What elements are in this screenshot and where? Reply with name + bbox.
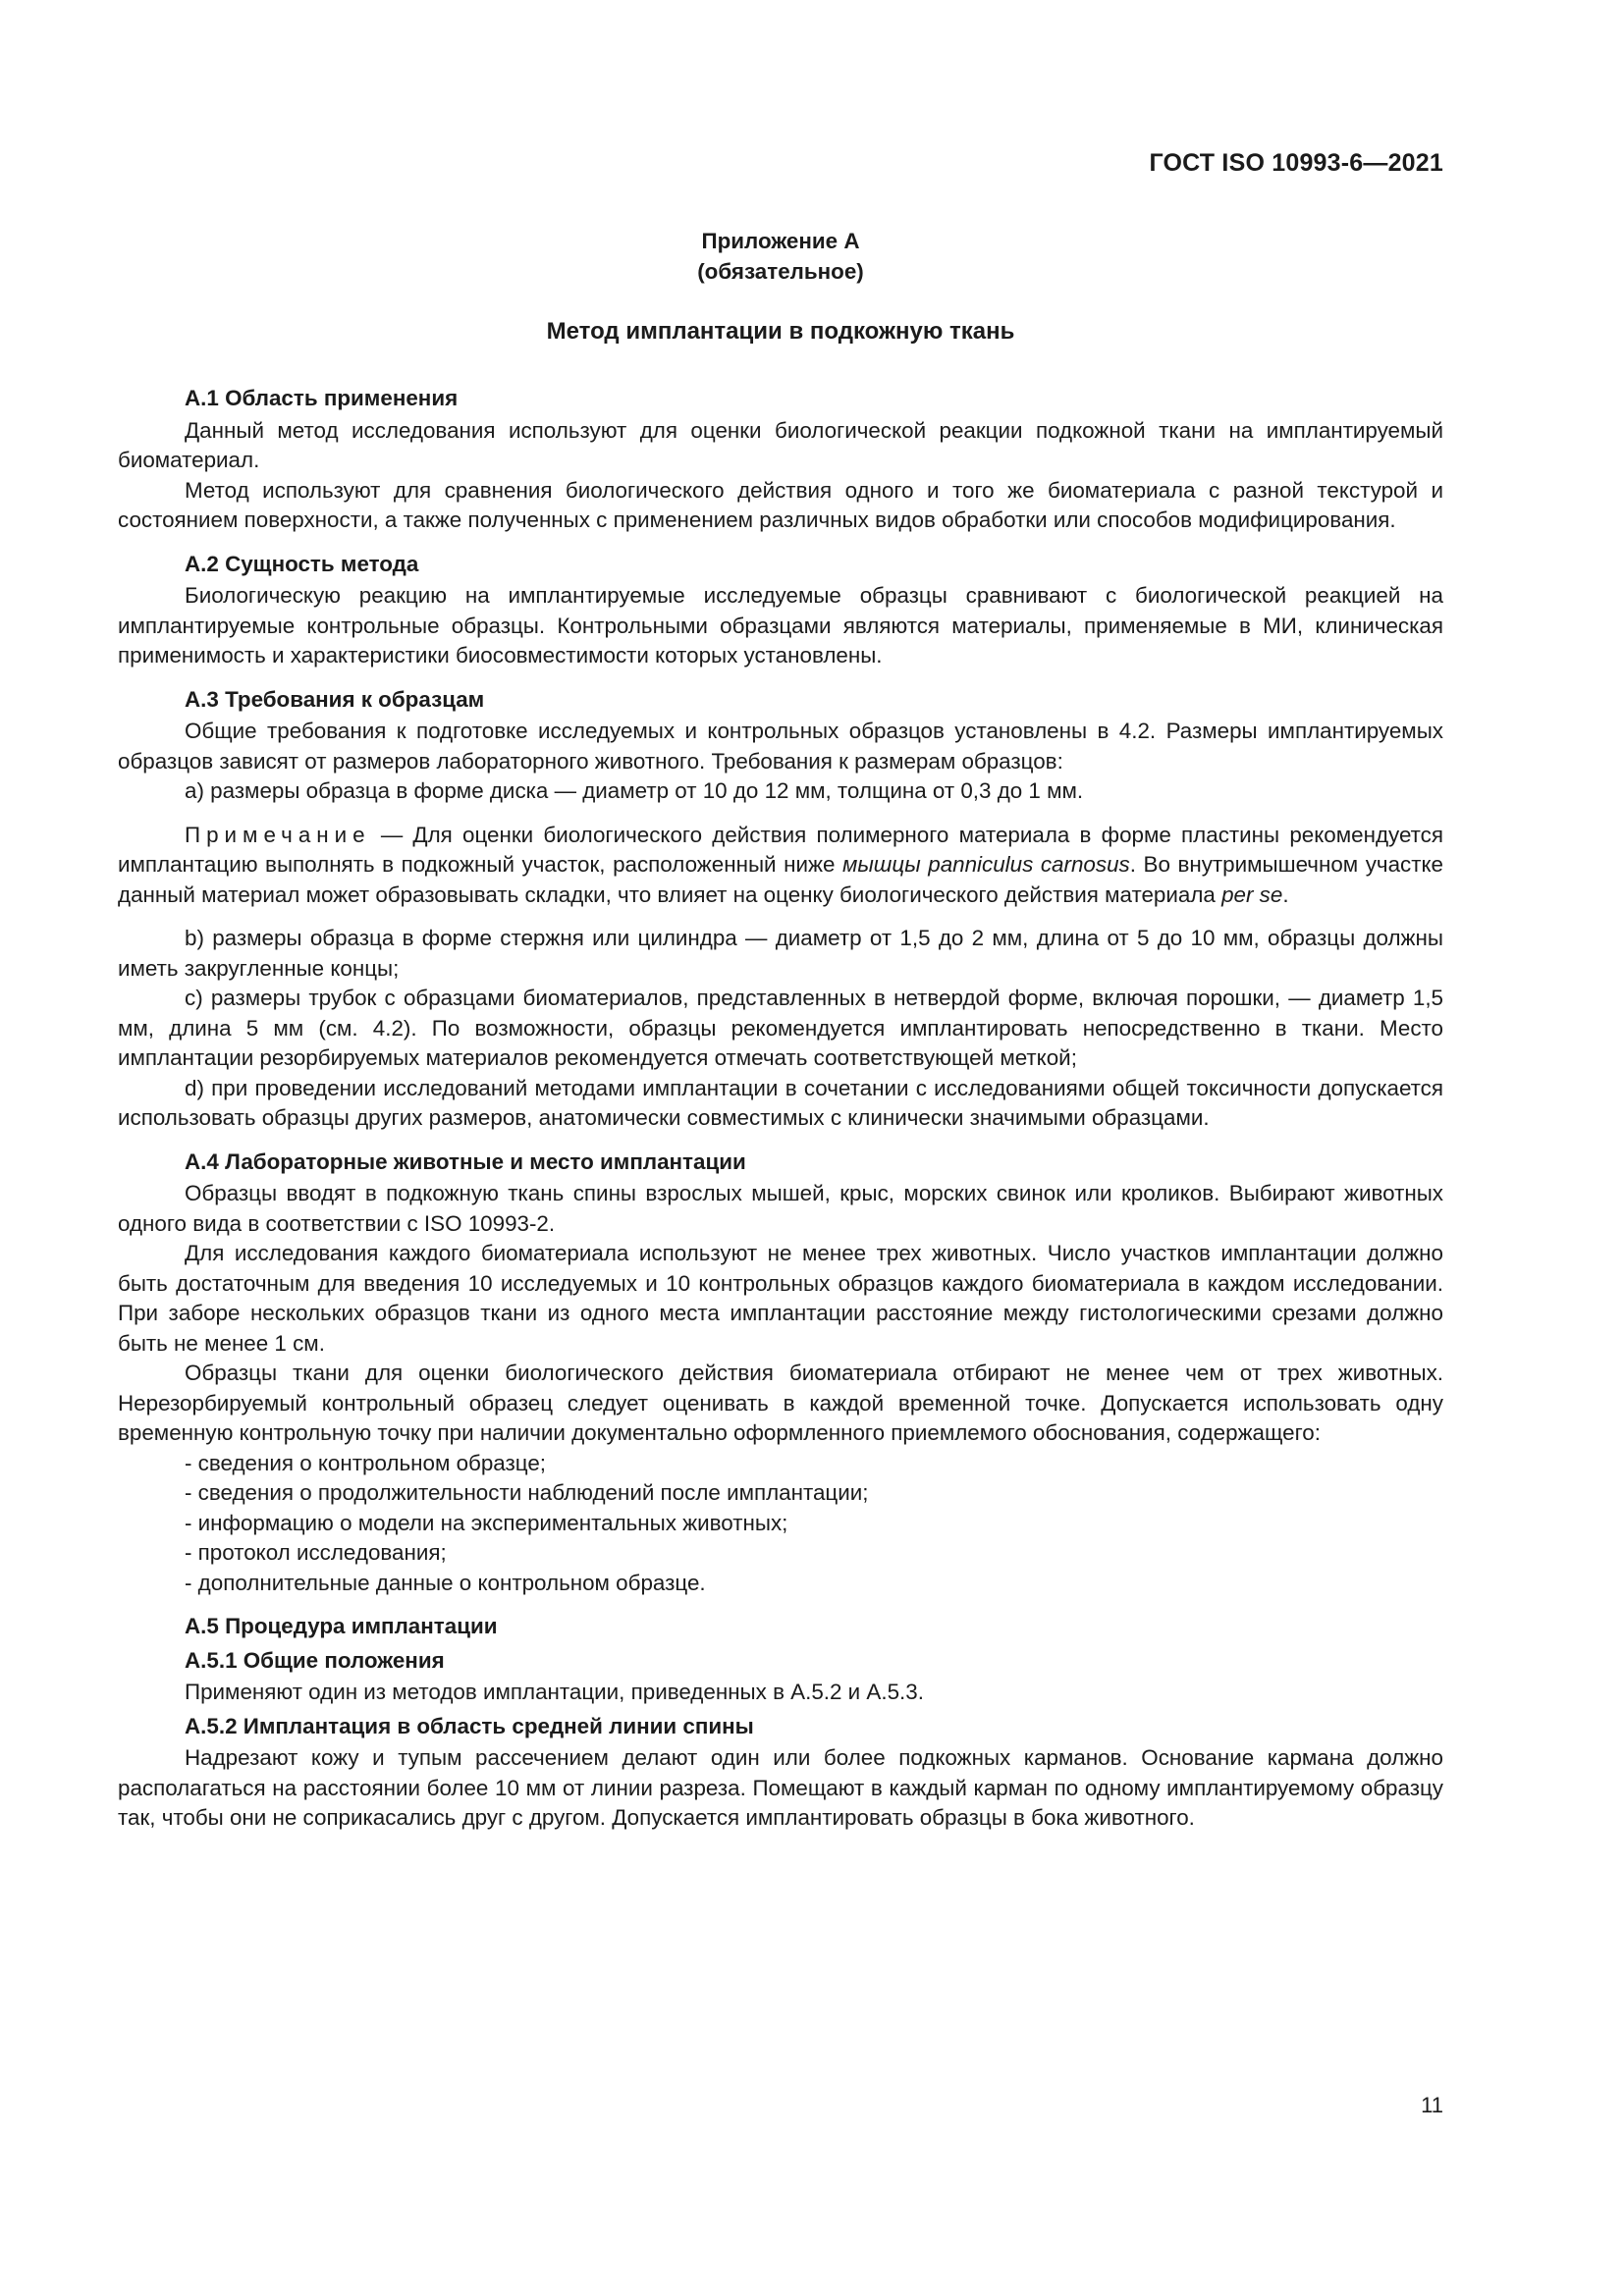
list-item: - дополнительные данные о контрольном образце. bbox=[185, 1570, 706, 1595]
section-heading-a5-1: А.5.1 Общие положения bbox=[185, 1647, 445, 1673]
list-item: - сведения о продолжительности наблюдений после имплантации; bbox=[185, 1480, 869, 1505]
paragraph: Метод используют для сравнения биологического действия одного и того же биоматериала с разной текстурой и состоянием поверхности, а также полученных с применением различных видов обработки или способов модифицирования. bbox=[118, 477, 1443, 532]
paragraph: Образцы вводят в подкожную ткань спины взрослых мышей, крыс, морских свинок или кроликов. Выбирают животных одного вида в соответствии с ISO 10993-2. bbox=[118, 1181, 1443, 1236]
bullet-list bbox=[118, 1449, 1443, 1599]
section-heading-a5-2: А.5.2 Имплантация в область средней линии спины bbox=[185, 1713, 754, 1738]
note-text: . Во внутримышечном участке данный материал может образовывать складки, что влияет на оценку биологического действия материала bbox=[118, 852, 1443, 907]
paragraph: Надрезают кожу и тупым рассечением делают один или более подкожных карманов. Основание кармана должно располагаться на расстоянии более 10 мм от линии разреза. Помещают в каждый карман по одному имплантируемому образцу так, чтобы они не соприкасались друг с другом. Допускается имплантировать образцы в бока животного. bbox=[118, 1745, 1443, 1830]
list-item-c: c) размеры трубок с образцами биоматериалов, представленных в нетвердой форме, включая порошки, — диаметр 1,5 мм, длина 5 мм (см. 4.2). По возможности, образцы рекомендуется имплантировать непосредственно в ткани. Место имплантации резорбируемых материалов рекомендуется отмечать соответствующей меткой; bbox=[118, 986, 1443, 1070]
annex-title: Приложение А bbox=[701, 229, 860, 253]
section-heading-a4: А.4 Лабораторные животные и место имплантации bbox=[185, 1148, 746, 1174]
list-item: - информацию о модели на экспериментальных животных; bbox=[185, 1510, 788, 1535]
section-heading-a5: А.5 Процедура имплантации bbox=[185, 1614, 498, 1638]
method-title: Метод имплантации в подкожную ткань bbox=[546, 318, 1015, 345]
note-italic-term: per se bbox=[1221, 881, 1283, 907]
page-number: 11 bbox=[1421, 2093, 1443, 2117]
section-heading-a1: А.1 Область применения bbox=[185, 386, 459, 410]
section-heading-a2: А.2 Сущность метода bbox=[185, 551, 419, 576]
list-item: - протокол исследования; bbox=[185, 1540, 447, 1565]
standard-code: ГОСТ ISO 10993-6—2021 bbox=[1149, 149, 1443, 177]
section-heading-a3: А.3 Требования к образцам bbox=[185, 686, 485, 712]
list-item-a: а) размеры образца в форме диска — диаметр от 10 до 12 мм, толщина от 0,3 до 1 мм. bbox=[185, 778, 1084, 803]
note-text: . bbox=[1282, 881, 1289, 907]
page-content bbox=[118, 226, 1443, 1834]
paragraph: Образцы ткани для оценки биологического действия биоматериала отбирают не менее чем от трех животных. Нерезорбируемый контрольный образец следует оценивать в каждой временной точке. Допускается использовать одну временную контрольную точку при наличии документально оформленного приемлемого обоснования, содержащего: bbox=[118, 1361, 1443, 1445]
list-item-b: b) размеры образца в форме стержня или цилиндра — диаметр от 1,5 до 2 мм, длина от 5 до 10 мм, образцы должны иметь закругленные концы; bbox=[118, 926, 1443, 981]
paragraph: Общие требования к подготовке исследуемых и контрольных образцов установлены в 4.2. Размеры имплантируемых образцов зависят от размеров лабораторного животного. Требования к размерам образцов: bbox=[118, 719, 1443, 774]
paragraph: Применяют один из методов имплантации, приведенных в А.5.2 и А.5.3. bbox=[185, 1680, 924, 1704]
note-text: — Для оценки биологического действия полимерного материала в форме пластины рекомендуется имплантацию выполнять в подкожный участок, расположенный ниже bbox=[118, 822, 1443, 877]
list-item: - сведения о контрольном образце; bbox=[185, 1450, 547, 1475]
annex-kind: (обязательное) bbox=[697, 259, 864, 284]
paragraph: Данный метод исследования используют для оценки биологической реакции подкожной ткани на имплантируемый биоматериал. bbox=[118, 417, 1443, 472]
list-item-d: d) при проведении исследований методами имплантации в сочетании с исследованиями общей токсичности допускается использовать образцы других размеров, анатомически совместимых с клинически значимыми образцами. bbox=[118, 1075, 1443, 1130]
note bbox=[118, 821, 1443, 911]
paragraph: Биологическую реакцию на имплантируемые исследуемые образцы сравнивают с биологической реакцией на имплантируемые контрольные образцы. Контрольными образцами являются материалы, применяемые в МИ, клиническая применимость и характеристики биосовместимости которых установлены. bbox=[118, 583, 1443, 667]
paragraph: Для исследования каждого биоматериала используют не менее трех животных. Число участков имплантации должно быть достаточным для введения 10 исследуемых и 10 контрольных образцов каждого биоматериала в каждом исследовании. При заборе нескольких образцов ткани из одного места имплантации расстояние между гистологическими срезами должно быть не менее 1 см. bbox=[118, 1241, 1443, 1356]
note-italic-term: мышцы panniculus carnosus bbox=[841, 852, 1130, 877]
note-label: Примечание bbox=[185, 822, 371, 847]
